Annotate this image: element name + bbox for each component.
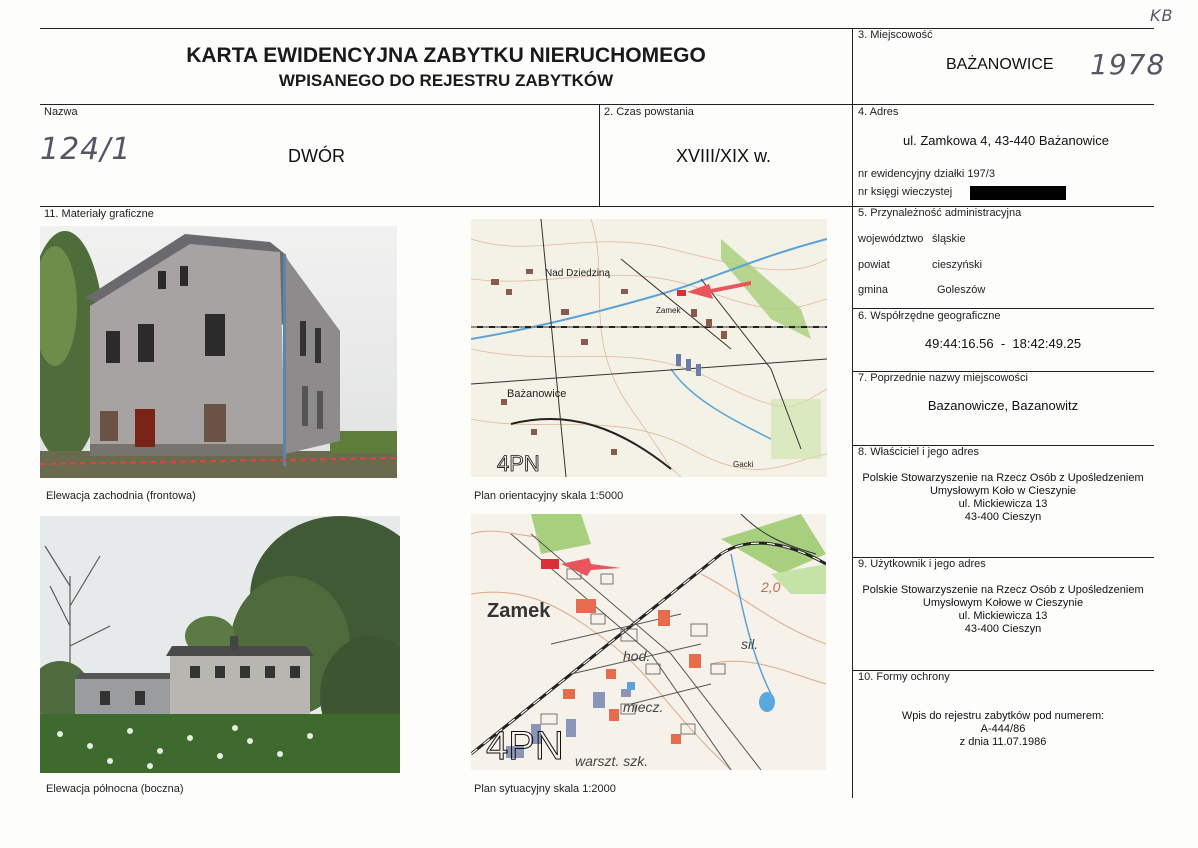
uzytkownik-line: 43-400 Cieszyn xyxy=(964,623,1042,635)
dzialka-text: nr ewidencyjny działki 197/3 xyxy=(858,168,995,180)
corner-initials: KB xyxy=(1150,6,1174,25)
map2-label-miecz: miecz. xyxy=(623,699,664,715)
map1-label-nad-dziedzina: Nad Dziedziną xyxy=(545,268,611,279)
year-handwritten: 1978 xyxy=(1090,48,1166,81)
uzytkownik-line: Umysłowym Kołowe w Cieszynie xyxy=(922,597,1084,609)
formy-label: 10. Formy ochrony xyxy=(858,671,950,683)
miejscowosc-value: BAŻANOWICE xyxy=(946,56,1054,73)
caption-map2: Plan sytuacyjny skala 1:2000 xyxy=(474,783,616,795)
materialy-label: 11. Materiały graficzne xyxy=(44,208,154,220)
powiat-label: powiat xyxy=(858,259,890,271)
map1-label-zamek: Zamek xyxy=(656,306,681,315)
wlasciciel-line: ul. Mickiewicza 13 xyxy=(958,498,1048,510)
wojewodztwo-value: śląskie xyxy=(932,233,966,245)
wlasciciel-line: Umysłowym Koło w Cieszynie xyxy=(929,485,1077,497)
card-title-line1: KARTA EWIDENCYJNA ZABYTKU NIERUCHOMEGO xyxy=(186,44,706,67)
adres-label: 4. Adres xyxy=(858,106,899,118)
map1-marker: 4PN xyxy=(497,451,540,476)
wlasciciel-line: 43-400 Cieszyn xyxy=(964,511,1042,523)
card-title-line2: WPISANEGO DO REJESTRU ZABYTKÓW xyxy=(278,71,614,90)
redacted-block xyxy=(970,186,1066,200)
map2-label-sil: sil. xyxy=(741,636,759,652)
map-orientation xyxy=(471,219,827,477)
uzytkownik-label: 9. Użytkownik i jego adres xyxy=(858,558,986,570)
map2-label-hod: hod. xyxy=(623,648,651,664)
formy-line: A-444/86 xyxy=(980,723,1026,735)
gmina-value: Goleszów xyxy=(937,284,986,296)
photo-west-facade xyxy=(40,226,397,478)
rule-right-column xyxy=(852,28,853,798)
uzytkownik-address xyxy=(852,584,1154,636)
rule-sec6 xyxy=(852,308,1154,309)
uzytkownik-line: ul. Mickiewicza 13 xyxy=(958,610,1048,622)
map2-label-zamek: Zamek xyxy=(487,600,551,622)
wlasciciel-label: 8. Właściciel i jego adres xyxy=(858,446,980,458)
gmina-label: gmina xyxy=(858,284,888,296)
poprzednie-value: Bazanowicze, Bazanowitz xyxy=(927,398,1079,413)
caption-map1: Plan orientacyjny skala 1:5000 xyxy=(474,490,624,502)
map1-label-gacki: Gacki xyxy=(733,460,754,469)
rule-date-divider xyxy=(599,104,600,206)
rule-header xyxy=(40,104,1154,105)
wlasciciel-address xyxy=(852,472,1154,524)
map2-label-elevation: 2,0 xyxy=(761,579,781,595)
rule-top xyxy=(40,28,1154,29)
map2-marker: 4PN xyxy=(486,724,564,768)
formy-text xyxy=(852,710,1154,749)
caption-photo1: Elewacja zachodnia (frontowa) xyxy=(46,490,196,502)
powiat-value: cieszyński xyxy=(932,259,983,271)
map-situation xyxy=(471,514,826,770)
wlasciciel-line: Polskie Stowarzyszenie na Rzecz Osób z Upośledzeniem xyxy=(862,472,1144,484)
ksiega-label: nr księgi wieczystej xyxy=(858,186,953,198)
adres-value: ul. Zamkowa 4, 43-440 Bażanowice xyxy=(903,133,1109,148)
handwritten-number: 124/1 xyxy=(40,132,132,167)
wojewodztwo-label: województwo xyxy=(858,233,924,245)
miejscowosc-label: 3. Miejscowość xyxy=(858,29,933,41)
wspolrzedne-label: 6. Współrzędne geograficzne xyxy=(858,310,1001,322)
czas-label: 2. Czas powstania xyxy=(604,106,694,118)
formy-line: Wpis do rejestru zabytków pod numerem: xyxy=(901,710,1105,722)
czas-value: XVIII/XIX w. xyxy=(676,146,772,166)
uzytkownik-line: Polskie Stowarzyszenie na Rzecz Osób z Upośledzeniem xyxy=(862,584,1144,596)
nazwa-value: DWÓR xyxy=(288,146,345,166)
formy-line: z dnia 11.07.1986 xyxy=(959,736,1047,748)
caption-photo2: Elewacja północna (boczna) xyxy=(46,783,184,795)
nazwa-label: Nazwa xyxy=(44,106,78,118)
poprzednie-label: 7. Poprzednie nazwy miejscowości xyxy=(858,372,1028,384)
wspolrzedne-value: 49:44:16.56 - 18:42:49.25 xyxy=(924,336,1082,351)
map1-label-bazanowice: Bażanowice xyxy=(507,388,567,400)
przynaleznosc-label: 5. Przynależność administracyjna xyxy=(858,207,1022,219)
map2-label-warszt: warszt. szk. xyxy=(575,753,649,769)
photo-north-facade xyxy=(40,516,400,773)
